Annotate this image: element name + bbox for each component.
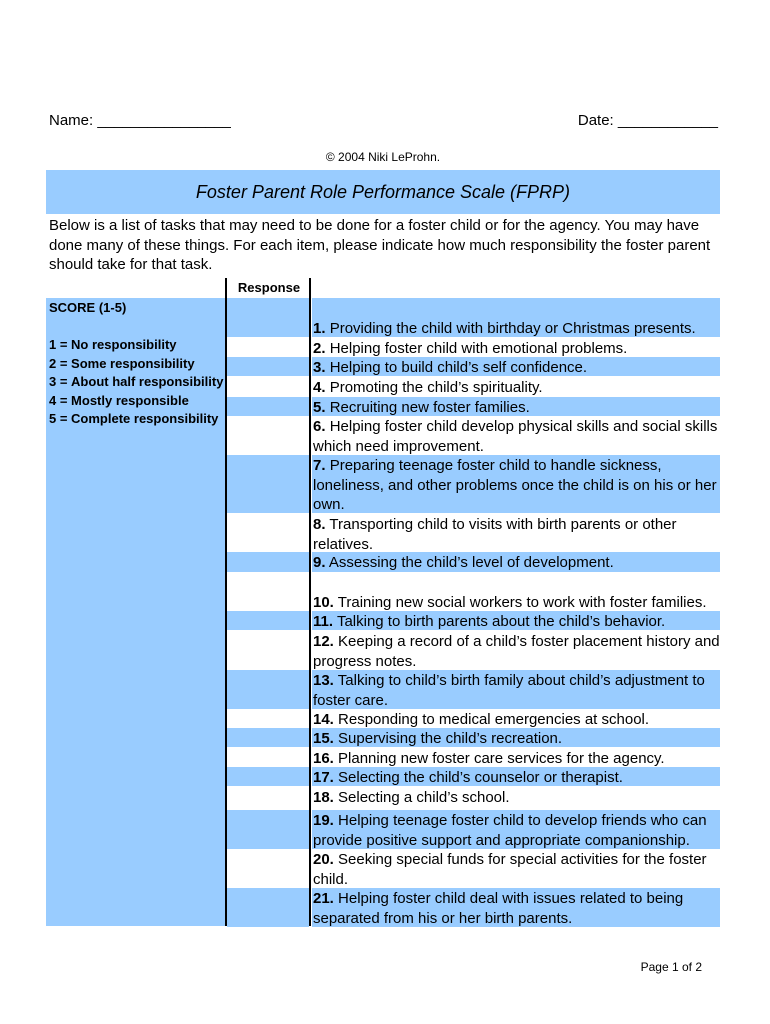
- item-number: 6.: [313, 418, 326, 435]
- copyright-notice: © 2004 Niki LeProhn.: [325, 150, 441, 164]
- item-number: 7.: [313, 457, 326, 474]
- item-number: 20.: [313, 851, 334, 868]
- response-cell[interactable]: [227, 611, 309, 630]
- item-text: Training new social workers to work with foster families.: [337, 594, 707, 611]
- response-cell[interactable]: [227, 849, 309, 888]
- item-number: 3.: [313, 359, 326, 376]
- legend-item: [49, 410, 225, 429]
- item-text: Helping foster child deal with issues related to being separated from his or her birth parents.: [313, 890, 684, 927]
- legend-score: 1 =: [49, 337, 72, 352]
- item-row: [312, 631, 720, 670]
- item-row: [312, 377, 720, 396]
- item-row: [312, 709, 720, 728]
- legend-item: [49, 355, 225, 374]
- response-cell[interactable]: [227, 810, 309, 849]
- legend-description: No responsibility: [71, 337, 177, 352]
- legend-description: Some responsibility: [71, 355, 195, 371]
- item-row: [312, 728, 720, 747]
- page-number: Page 1 of 2: [640, 960, 702, 974]
- item-text: Helping foster child develop physical skills and social skills which need improvement.: [313, 418, 718, 455]
- item-text: Selecting a child’s school.: [338, 789, 510, 806]
- item-number: 15.: [313, 730, 334, 747]
- item-number: 21.: [313, 890, 334, 907]
- item-text: Assessing the child’s level of development.: [328, 554, 614, 571]
- response-cell[interactable]: [227, 552, 309, 572]
- legend-score: 5 =: [49, 411, 72, 427]
- instructions-paragraph: Below is a list of tasks that may need to be done for a foster child or for the agency. You may have done many of these things. For each item, please indicate how much responsibility the foster parent should take for that task.: [49, 217, 711, 273]
- response-cell[interactable]: [227, 631, 309, 670]
- item-text: Providing the child with birthday or Christmas presents.: [329, 320, 696, 337]
- response-divider: [309, 278, 311, 926]
- response-cell[interactable]: [227, 455, 309, 513]
- response-cell[interactable]: [227, 318, 309, 337]
- item-text: Selecting the child’s counselor or therapist.: [338, 769, 623, 786]
- form-title: [46, 170, 720, 214]
- item-text: Responding to medical emergencies at school.: [338, 711, 650, 728]
- item-row: [312, 552, 720, 572]
- item-number: 14.: [313, 711, 334, 728]
- response-cell[interactable]: [227, 357, 309, 376]
- item-number: 12.: [313, 633, 334, 650]
- item-text: Talking to birth parents about the child’s behavior.: [336, 613, 666, 630]
- item-text: Recruiting new foster families.: [329, 399, 530, 416]
- item-row-spacer: [312, 572, 720, 592]
- legend-score: 2 =: [49, 355, 72, 371]
- response-cell[interactable]: [227, 888, 309, 927]
- item-number: 10.: [313, 594, 334, 611]
- legend-divider: [225, 278, 227, 926]
- item-text: Seeking special funds for special activities for the foster child.: [313, 851, 707, 888]
- item-text: Helping foster child with emotional problems.: [329, 340, 628, 357]
- response-cell[interactable]: [227, 377, 309, 396]
- item-number: 17.: [313, 769, 334, 786]
- item-text: Promoting the child’s spirituality.: [329, 379, 543, 396]
- item-row: [312, 611, 720, 630]
- item-text: Helping to build child’s self confidence.: [329, 359, 588, 376]
- date-field[interactable]: Date: ____________: [577, 112, 718, 129]
- response-cell-spacer: [227, 572, 309, 592]
- item-row: [312, 592, 720, 611]
- item-row: [312, 455, 720, 513]
- item-number: 16.: [313, 750, 334, 767]
- item-row: [312, 748, 720, 767]
- item-text: Planning new foster care services for the agency.: [338, 750, 665, 767]
- item-text: Supervising the child’s recreation.: [338, 730, 563, 747]
- response-cell[interactable]: [227, 709, 309, 728]
- response-cell[interactable]: [227, 767, 309, 786]
- legend-description: Mostly responsible: [71, 392, 189, 408]
- legend-description: About half responsibility: [71, 374, 224, 390]
- form-title-text: Foster Parent Role Performance Scale (FPRP): [195, 181, 571, 202]
- item-row: [312, 888, 720, 927]
- item-number: 4.: [313, 379, 326, 396]
- legend-item: [49, 373, 225, 392]
- legend-item: [49, 336, 225, 355]
- response-cell[interactable]: [227, 670, 309, 709]
- item-row: [312, 514, 720, 552]
- item-text: Talking to child’s birth family about child’s adjustment to foster care.: [313, 672, 705, 709]
- response-cell[interactable]: [227, 592, 309, 611]
- item-number: 18.: [313, 789, 334, 806]
- item-row: [312, 338, 720, 357]
- item-row: [312, 318, 720, 337]
- response-cell[interactable]: [227, 397, 309, 416]
- item-text: Preparing teenage foster child to handle sickness, loneliness, and other problems once the child is on his or her own.: [313, 457, 717, 513]
- name-field[interactable]: Name: ________________: [49, 112, 231, 129]
- score-legend-list: [49, 336, 225, 429]
- response-cell[interactable]: [227, 748, 309, 767]
- score-legend-heading: SCORE (1-5): [49, 300, 127, 315]
- item-number: 19.: [313, 812, 334, 829]
- item-row: [312, 849, 720, 888]
- item-number: 13.: [313, 672, 334, 689]
- item-row: [312, 670, 720, 709]
- item-row-spacer: [312, 298, 720, 318]
- legend-score: 4 =: [49, 392, 72, 408]
- item-row: [312, 397, 720, 416]
- response-cell[interactable]: [227, 514, 309, 552]
- response-cell-spacer: [227, 298, 309, 318]
- score-legend: [49, 299, 225, 318]
- legend-description: Complete responsibility: [71, 411, 219, 427]
- item-number: 2.: [313, 340, 326, 357]
- legend-item: [49, 392, 225, 411]
- item-text: Transporting child to visits with birth parents or other relatives.: [313, 516, 677, 553]
- response-cell[interactable]: [227, 728, 309, 747]
- item-text: Helping teenage foster child to develop friends who can provide positive support and appropriate companionship.: [313, 812, 707, 849]
- item-row: [312, 787, 720, 808]
- item-number: 9.: [313, 554, 326, 571]
- response-cell[interactable]: [227, 416, 309, 455]
- item-row: [312, 357, 720, 376]
- response-cell[interactable]: [227, 338, 309, 357]
- item-row: [312, 810, 720, 849]
- item-number: 8.: [313, 516, 326, 533]
- item-number: 11.: [313, 613, 334, 630]
- item-number: 5.: [313, 399, 326, 416]
- item-number: 1.: [313, 320, 326, 337]
- item-row: [312, 416, 720, 455]
- response-column-header: Response: [237, 280, 301, 295]
- item-text: Keeping a record of a child’s foster placement history and progress notes.: [313, 633, 720, 670]
- legend-score: 3 =: [49, 374, 72, 390]
- response-cell[interactable]: [227, 787, 309, 808]
- item-row: [312, 767, 720, 786]
